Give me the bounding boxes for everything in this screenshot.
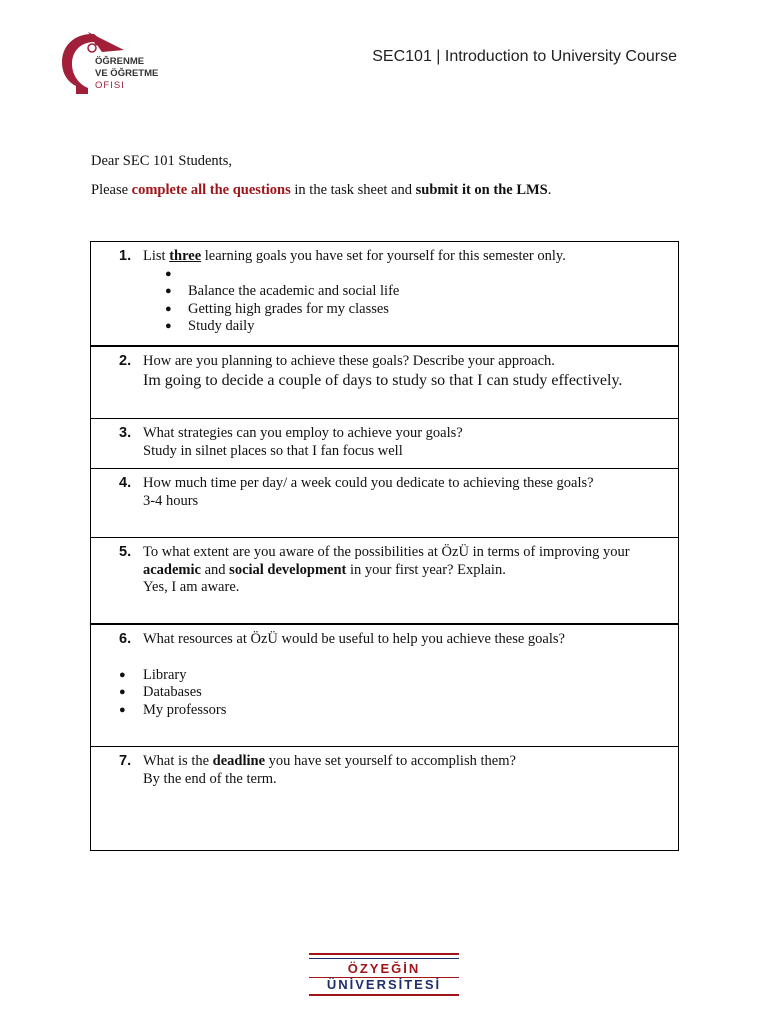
question-7-emphasis: deadline (212, 753, 266, 769)
logo-line-2: VE ÖĞRETME (95, 68, 159, 79)
answer-list-1 (143, 266, 668, 336)
instruction-emphasis-2: submit it on the LMS (415, 182, 548, 198)
question-5-emphasis-2: social development (229, 561, 347, 578)
question-text-5-cont: academic and social development in your first year? Explain. (143, 561, 506, 578)
list-item: ● Getting high grades for my classes (165, 301, 668, 319)
question-row-2 (91, 346, 679, 419)
university-name-line-1: ÖZYEĞİN (347, 961, 421, 976)
logo-line-1: ÖĞRENME (95, 56, 145, 67)
question-text-3: What strategies can you employ to achieve your goals? (143, 425, 463, 441)
question-text-4: How much time per day/ a week could you dedicate to achieving these goals? (143, 475, 594, 491)
university-logo (309, 953, 459, 1001)
instruction-part-1: Please (91, 182, 132, 198)
list-item (165, 266, 668, 284)
question-row-3 (91, 419, 679, 469)
question-text-5: To what extent are you aware of the possibilities at ÖzÜ in terms of improving your (143, 544, 630, 560)
answer-text-5: Yes, I am aware. (143, 579, 240, 595)
logo-text (95, 56, 158, 92)
task-sheet-table (90, 241, 679, 851)
list-item: ● Databases (119, 684, 668, 702)
list-item: ● Study daily (165, 318, 668, 336)
question-number-2: 2. (119, 353, 132, 369)
question-number-3: 3. (119, 425, 132, 441)
answer-text-2: Im going to decide a couple of days to study so that I can study effectively. (143, 371, 623, 389)
greeting: Dear SEC 101 Students, (91, 153, 232, 169)
instruction (91, 182, 551, 199)
list-item: ● Library (119, 667, 668, 685)
question-row-5 (91, 538, 679, 625)
question-number-1: 1. (119, 248, 132, 264)
instruction-part-5: . (547, 182, 552, 198)
instruction-emphasis-1: complete all the questions (131, 182, 291, 198)
question-text-6: What resources at ÖzÜ would be useful to help you achieve these goals? (143, 631, 565, 647)
answer-list-6 (119, 667, 668, 720)
logo-line-3: OFISI (95, 80, 125, 91)
list-item: ● My professors (119, 702, 668, 720)
answer-text-7: By the end of the term. (143, 770, 277, 787)
question-row-4 (91, 469, 679, 538)
question-5-emphasis-1: academic (143, 561, 201, 578)
question-number-5: 5. (119, 544, 132, 560)
instruction-part-3: in the task sheet and (290, 182, 416, 198)
logo-rule-top (309, 953, 459, 955)
question-1-emphasis: three (169, 248, 202, 264)
logo-rule-bottom (309, 994, 459, 996)
question-row-7 (91, 747, 679, 851)
list-item: ● Balance the academic and social life (165, 283, 668, 301)
question-row-1 (91, 242, 679, 347)
question-number-6: 6. (119, 631, 132, 647)
university-name-line-2: ÜNİVERSİTESİ (326, 977, 442, 992)
question-text-7: What is the deadline you have set yourself to accomplish them? (143, 753, 516, 769)
question-number-4: 4. (119, 475, 132, 491)
answer-text-4: 3-4 hours (143, 492, 199, 509)
question-row-6 (91, 624, 679, 747)
logo-rule-top-2 (309, 958, 459, 959)
header-title: SEC101 | Introduction to University Course (372, 48, 677, 65)
question-text-1: List three learning goals you have set for yourself for this semester only. (143, 248, 566, 264)
answer-text-3: Study in silnet places so that I fan focus well (143, 442, 403, 459)
question-number-7: 7. (119, 753, 132, 769)
question-text-2: How are you planning to achieve these goals? Describe your approach. (143, 353, 555, 369)
